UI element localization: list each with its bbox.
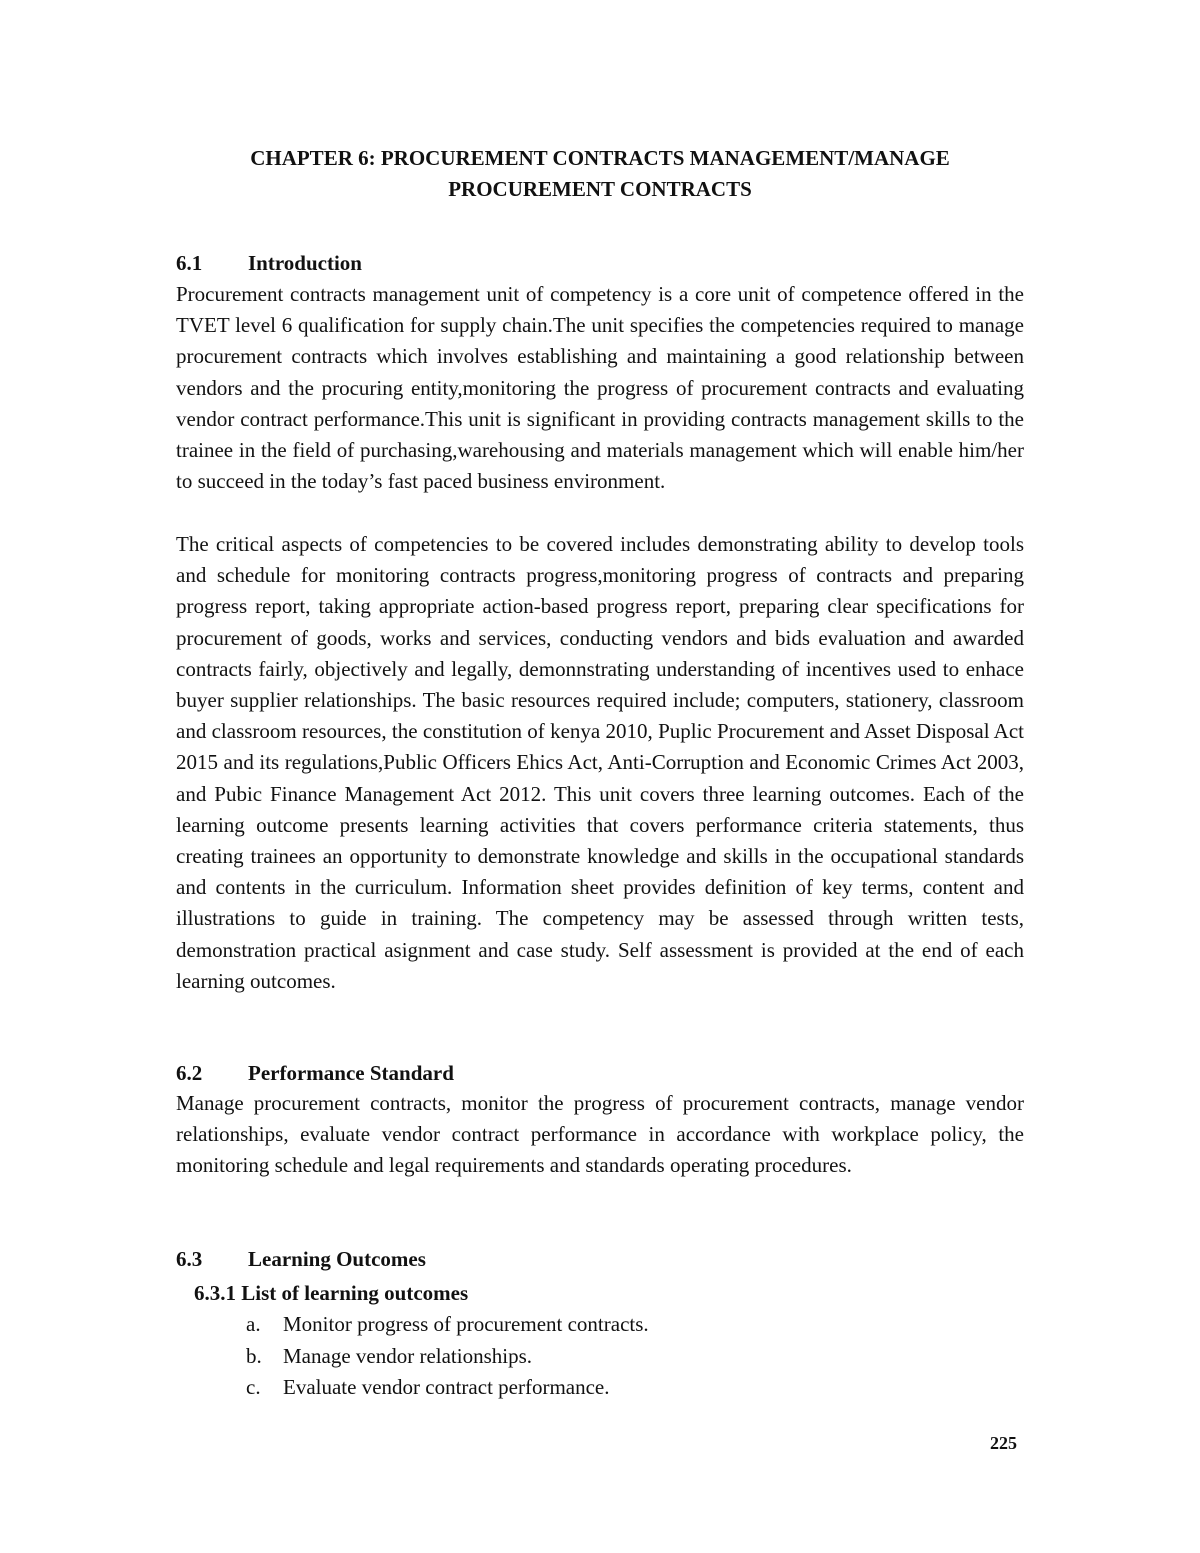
subsection-heading-list-of-learning-outcomes: 6.3.1 List of learning outcomes bbox=[194, 1281, 469, 1305]
section-heading-learning-outcomes bbox=[176, 1244, 426, 1275]
section-title: Learning Outcomes bbox=[248, 1247, 426, 1271]
list-marker: b. bbox=[246, 1343, 262, 1368]
intro-paragraph-2: The critical aspects of competencies to be covered includes demonstrating ability to develop tools and schedule for monitoring contracts progress,monitoring progress of contracts and preparing progress report, taking appropriate action-based progress report, preparing clear specifications for procurement of goods, works and services, conducting vendors and bids evaluation and awarded contracts fairly, objectively and legally, demonnstrating understanding of incentives used to enhace buyer supplier relationships. The basic resources required include; computers, stationery, classroom and classroom resources, the constitution of kenya 2010, Puplic Procurement and Asset Disposal Act 2015 and its regulations,Public Officers Ehics Act, Anti-Corruption and Economic Crimes Act 2003, and Pubic Finance Management Act 2012. This unit covers three learning outcomes. Each of the learning outcome presents learning activities that covers performance criteria statements, thus creating trainees an opportunity to demonstrate knowledge and skills in the occupational standards and contents in the curriculum. Information sheet provides definition of key terms, content and illustrations to guide in training. The competency may be assessed through written tests, demonstration practical asignment and case study. Self assessment is provided at the end of each learning outcomes. bbox=[176, 532, 1024, 993]
chapter-title-line-1: CHAPTER 6: PROCUREMENT CONTRACTS MANAGEMENT/MANAGE bbox=[250, 146, 950, 170]
list-item-text: Monitor progress of procurement contracts. bbox=[283, 1312, 649, 1336]
learning-outcomes-list bbox=[246, 1309, 649, 1404]
section-number: 6.2 bbox=[176, 1061, 203, 1085]
list-item bbox=[246, 1341, 649, 1373]
chapter-title-line-2: PROCUREMENT CONTRACTS bbox=[448, 177, 752, 201]
section-heading-introduction bbox=[176, 248, 362, 279]
chapter-title bbox=[0, 143, 1200, 205]
section-title: Performance Standard bbox=[248, 1061, 454, 1085]
list-item bbox=[246, 1309, 649, 1341]
section-number: 6.1 bbox=[176, 251, 203, 275]
page-number: 225 bbox=[990, 1433, 1017, 1453]
performance-standard-paragraph: Manage procurement contracts, monitor the progress of procurement contracts, manage vendor relationships, evaluate vendor contract performance in accordance with workplace policy, the monitoring schedule and legal requirements and standards operating procedures. bbox=[176, 1091, 1024, 1178]
list-item-text: Evaluate vendor contract performance. bbox=[283, 1375, 610, 1399]
list-item-text: Manage vendor relationships. bbox=[283, 1343, 533, 1368]
list-marker: c. bbox=[246, 1375, 261, 1399]
list-marker: a. bbox=[246, 1312, 261, 1336]
section-heading-performance-standard bbox=[176, 1058, 454, 1089]
intro-paragraph-1: Procurement contracts management unit of competency is a core unit of competence offered in the TVET level 6 qualification for supply chain.The unit specifies the competencies required to manage procurement contracts which involves establishing and maintaining a good relationship between vendors and the procuring entity,monitoring the progress of procurement contracts and evaluating vendor contract performance.This unit is significant in providing contracts management skills to the trainee in the field of purchasing,warehousing and materials management which will enable him/her to succeed in the today’s fast paced business environment. bbox=[176, 282, 1024, 494]
section-title: Introduction bbox=[248, 251, 362, 275]
list-item bbox=[246, 1372, 649, 1404]
section-number: 6.3 bbox=[176, 1247, 203, 1271]
